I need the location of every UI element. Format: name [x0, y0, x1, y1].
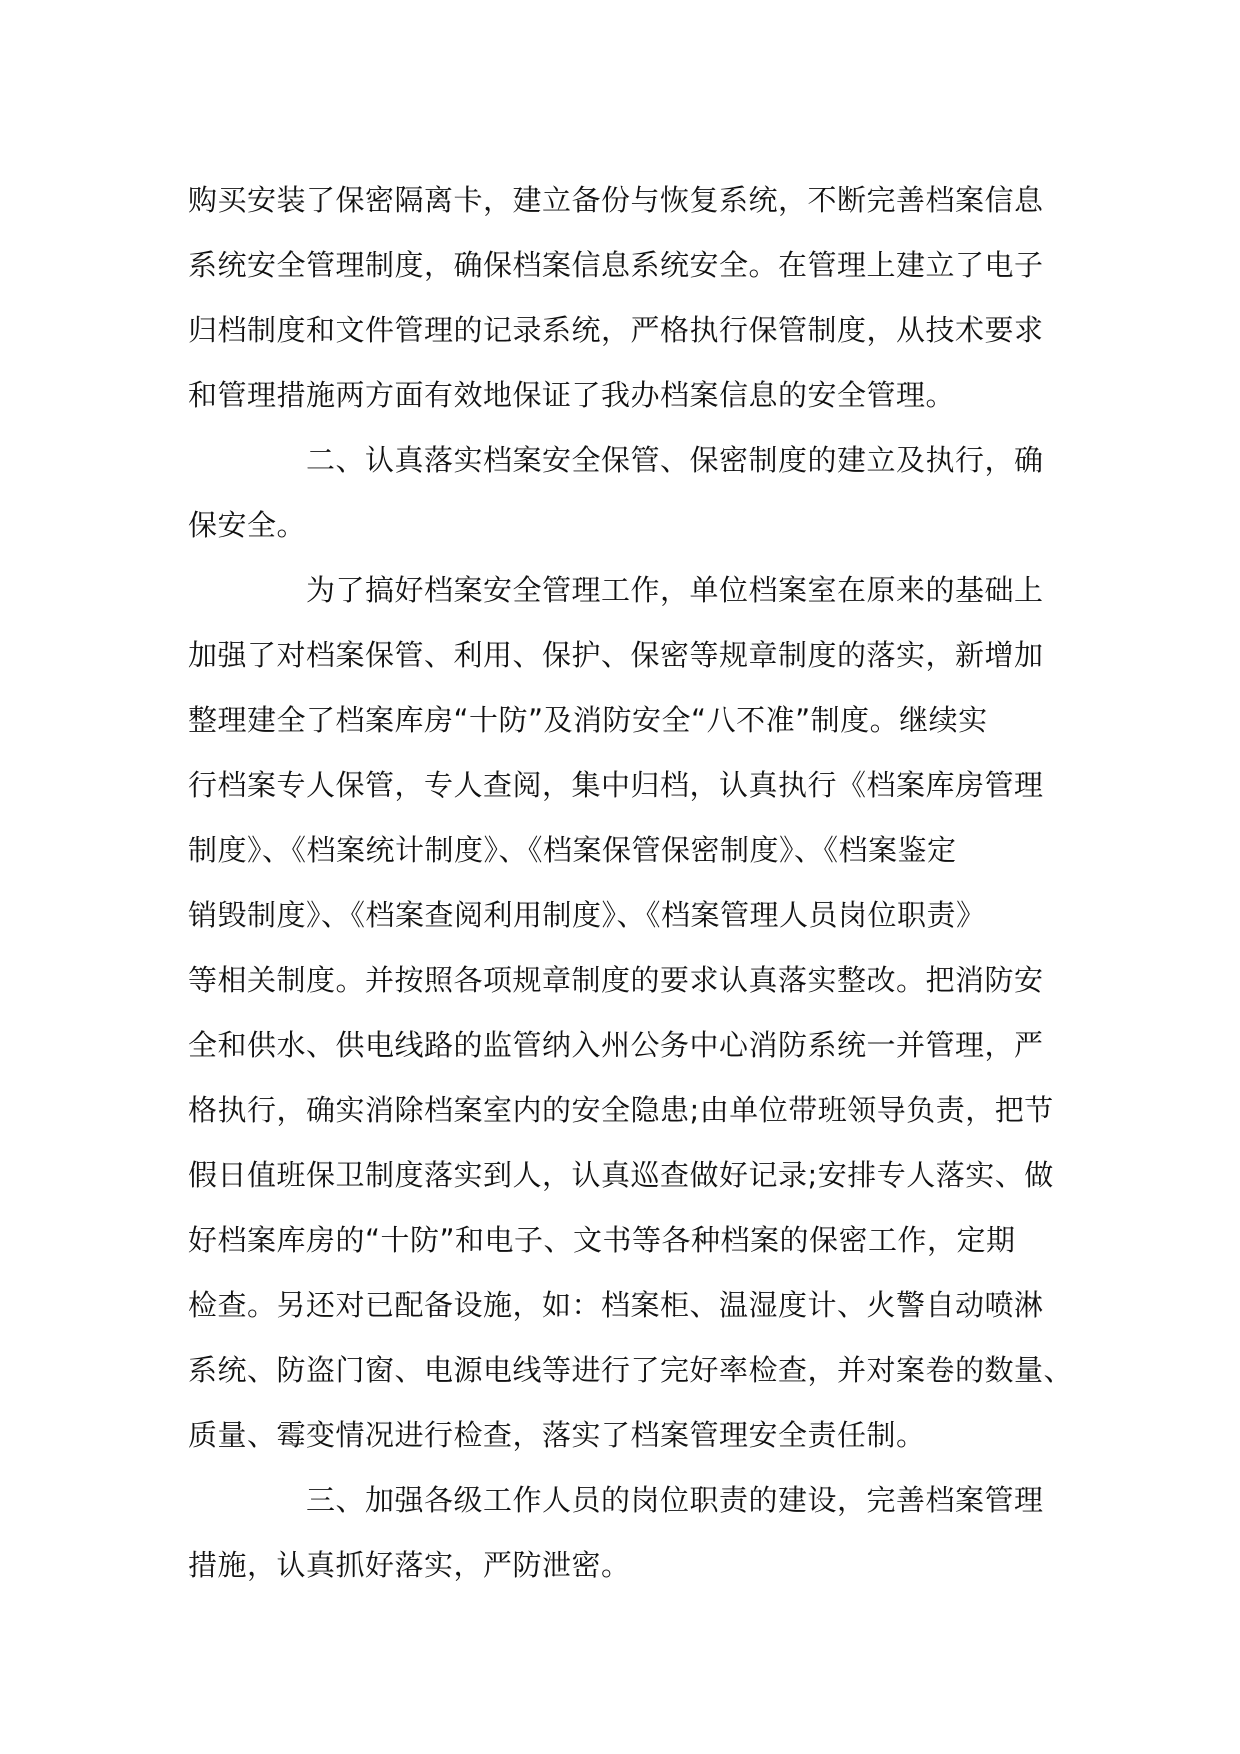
text-line: 加强了对档案保管、利用、保护、保密等规章制度的落实，新增加 — [188, 638, 1044, 672]
text-line: 保安全。 — [188, 508, 307, 542]
text-line: 销毁制度》、《档案查阅利用制度》、《档案管理人员岗位职责》 — [188, 898, 986, 932]
text-line: 整理建全了档案库房“十防”及消防安全“八不准”制度。继续实 — [188, 703, 988, 737]
text-line: 系统安全管理制度，确保档案信息系统安全。在管理上建立了电子 — [188, 248, 1044, 282]
text-line: 制度》、《档案统计制度》、《档案保管保密制度》、《档案鉴定 — [188, 833, 957, 867]
text-line: 为了搞好档案安全管理工作，单位档案室在原来的基础上 — [306, 573, 1044, 607]
text-line: 格执行，确实消除档案室内的安全隐患;由单位带班领导负责，把节 — [188, 1093, 1054, 1127]
text-line: 检查。另还对已配备设施，如：档案柜、温湿度计、火警自动喷淋 — [188, 1288, 1044, 1322]
text-line: 全和供水、供电线路的监管纳入州公务中心消防系统一并管理，严 — [188, 1028, 1044, 1062]
text-line: 归档制度和文件管理的记录系统，严格执行保管制度，从技术要求 — [188, 313, 1044, 347]
section-heading-3 — [188, 1468, 1088, 1598]
text-line: 行档案专人保管，专人查阅，集中归档，认真执行《档案库房管理 — [188, 768, 1044, 802]
text-line: 措施，认真抓好落实，严防泄密。 — [188, 1548, 631, 1582]
section-heading-2 — [188, 428, 1088, 558]
text-line: 等相关制度。并按照各项规章制度的要求认真落实整改。把消防安 — [188, 963, 1044, 997]
text-line: 二、认真落实档案安全保管、保密制度的建立及执行，确 — [306, 443, 1044, 477]
text-line: 质量、霉变情况进行检查，落实了档案管理安全责任制。 — [188, 1418, 926, 1452]
text-line: 三、加强各级工作人员的岗位职责的建设，完善档案管理 — [306, 1483, 1044, 1517]
text-line: 购买安装了保密隔离卡，建立备份与恢复系统，不断完善档案信息 — [188, 183, 1044, 217]
document-body — [188, 168, 1088, 1598]
paragraph-safety-management — [188, 558, 1088, 1468]
text-line: 好档案库房的“十防”和电子、文书等各种档案的保密工作，定期 — [188, 1223, 1016, 1257]
text-line: 系统、防盗门窗、电源电线等进行了完好率检查，并对案卷的数量、 — [188, 1353, 1074, 1387]
text-line: 和管理措施两方面有效地保证了我办档案信息的安全管理。 — [188, 378, 956, 412]
text-line: 假日值班保卫制度落实到人，认真巡查做好记录;安排专人落实、做 — [188, 1158, 1054, 1192]
paragraph-archive-system-security — [188, 168, 1088, 428]
